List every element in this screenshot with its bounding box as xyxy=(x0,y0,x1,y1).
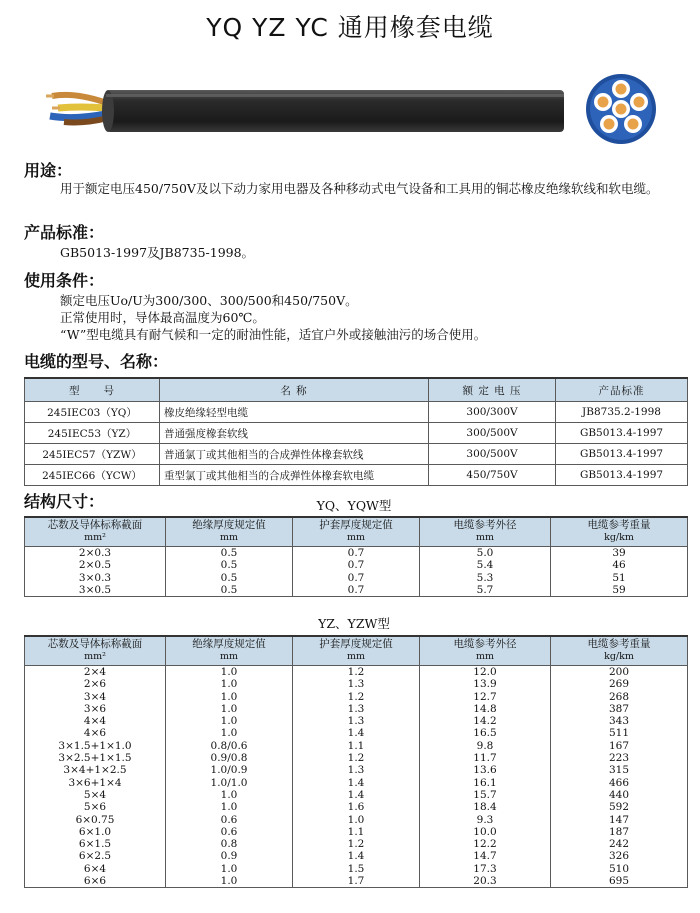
insulation-cell: 0.6 xyxy=(166,814,293,826)
core-col-header: 芯数及导体标称截面 mm² xyxy=(25,636,166,666)
weight-cell: 46 xyxy=(551,559,688,571)
sheath-cell: 1.2 xyxy=(293,752,420,764)
diameter-cell: 9.8 xyxy=(420,740,551,752)
sheath-col-header: 护套厚度规定值 mm xyxy=(293,636,420,666)
core-cell: 5×4 xyxy=(25,789,166,801)
weight-col-header: 电缆参考重量 kg/km xyxy=(551,636,688,666)
diameter-cell: 18.4 xyxy=(420,801,551,813)
core-cell: 3×4 xyxy=(25,691,166,703)
table-row xyxy=(25,764,688,776)
standard-heading: 产品标准： xyxy=(24,223,105,242)
models-heading: 电缆的型号、名称： xyxy=(24,352,169,371)
table-row xyxy=(25,863,688,875)
table-row xyxy=(25,584,688,597)
table-row xyxy=(25,814,688,826)
condition-line: 额定电压Uo/U为300/300、300/500和450/750V。 xyxy=(60,293,358,308)
insulation-cell: 0.9 xyxy=(166,850,293,862)
weight-cell: 326 xyxy=(551,850,688,862)
sheath-cell: 1.3 xyxy=(293,703,420,715)
weight-cell: 147 xyxy=(551,814,688,826)
insulation-cell: 1.0 xyxy=(166,666,293,679)
insulation-col-header: 绝缘厚度规定值 mm xyxy=(166,636,293,666)
sheath-cell: 1.4 xyxy=(293,789,420,801)
sheath-cell: 1.1 xyxy=(293,740,420,752)
core-cell: 3×6 xyxy=(25,703,166,715)
diameter-col-header: 电缆参考外径 mm xyxy=(420,517,551,547)
weight-cell: 510 xyxy=(551,863,688,875)
insulation-cell: 0.8 xyxy=(166,838,293,850)
diameter-cell: 10.0 xyxy=(420,826,551,838)
weight-cell: 315 xyxy=(551,764,688,776)
diameter-cell: 12.2 xyxy=(420,838,551,850)
insulation-cell: 1.0 xyxy=(166,863,293,875)
sheath-cell: 1.7 xyxy=(293,875,420,888)
table-row xyxy=(25,666,688,679)
table-row xyxy=(25,789,688,801)
core-cell: 6×6 xyxy=(25,875,166,888)
yq-dimension-table xyxy=(24,516,688,597)
table-row xyxy=(25,559,688,571)
diameter-cell: 14.7 xyxy=(420,850,551,862)
table-row xyxy=(25,740,688,752)
core-cell: 3×4+1×2.5 xyxy=(25,764,166,776)
core-cell: 3×2.5+1×1.5 xyxy=(25,752,166,764)
sheath-cell: 1.2 xyxy=(293,666,420,679)
insulation-cell: 1.0 xyxy=(166,801,293,813)
core-cell: 4×4 xyxy=(25,715,166,727)
weight-cell: 440 xyxy=(551,789,688,801)
standard-col-header: 产品标准 xyxy=(556,378,688,402)
core-cell: 4×6 xyxy=(25,727,166,739)
insulation-cell: 1.0 xyxy=(166,715,293,727)
diameter-cell: 14.8 xyxy=(420,703,551,715)
name-col-header: 名 称 xyxy=(160,378,429,402)
table-row xyxy=(25,703,688,715)
core-cell: 3×0.3 xyxy=(25,572,166,584)
weight-cell: 242 xyxy=(551,838,688,850)
insulation-cell: 0.5 xyxy=(166,572,293,584)
core-cell: 2×6 xyxy=(25,678,166,690)
insulation-cell: 1.0 xyxy=(166,727,293,739)
sheath-cell: 0.7 xyxy=(293,584,420,597)
sheath-cell: 1.3 xyxy=(293,715,420,727)
weight-cell: 167 xyxy=(551,740,688,752)
sheath-cell: 1.6 xyxy=(293,801,420,813)
table-row: 245IEC03（YQ） 橡皮绝缘轻型电缆 300/300V JB8735.2-1998 xyxy=(25,402,688,423)
table-row xyxy=(25,826,688,838)
usage-heading: 用途： xyxy=(24,161,73,180)
cross-section-image xyxy=(584,72,658,146)
sheath-cell: 0.7 xyxy=(293,572,420,584)
core-cell: 6×0.75 xyxy=(25,814,166,826)
weight-cell: 39 xyxy=(551,547,688,560)
insulation-cell: 1.0 xyxy=(166,789,293,801)
diameter-col-header: 电缆参考外径 mm xyxy=(420,636,551,666)
weight-cell: 592 xyxy=(551,801,688,813)
weight-cell: 51 xyxy=(551,572,688,584)
table-row xyxy=(25,838,688,850)
insulation-cell: 1.0 xyxy=(166,691,293,703)
diameter-cell: 9.3 xyxy=(420,814,551,826)
weight-cell: 695 xyxy=(551,875,688,888)
sheath-cell: 1.3 xyxy=(293,678,420,690)
yq-caption: YQ、YQW型 xyxy=(316,498,392,513)
diameter-cell: 16.5 xyxy=(420,727,551,739)
table-row xyxy=(25,691,688,703)
insulation-cell: 1.0 xyxy=(166,875,293,888)
page-title: YQ YZ YC 通用橡套电缆 xyxy=(206,13,494,42)
insulation-cell: 1.0 xyxy=(166,678,293,690)
weight-cell: 343 xyxy=(551,715,688,727)
sheath-cell: 1.4 xyxy=(293,777,420,789)
insulation-cell: 1.0 xyxy=(166,703,293,715)
core-cell: 6×1.0 xyxy=(25,826,166,838)
sheath-cell: 1.1 xyxy=(293,826,420,838)
core-cell: 3×0.5 xyxy=(25,584,166,597)
sheath-cell: 1.3 xyxy=(293,764,420,776)
core-cell: 2×0.3 xyxy=(25,547,166,560)
condition-line: “W”型电缆具有耐气候和一定的耐油性能，适宜户外或接触油污的场合使用。 xyxy=(60,327,487,342)
core-cell: 3×1.5+1×1.0 xyxy=(25,740,166,752)
sheath-cell: 1.2 xyxy=(293,838,420,850)
diameter-cell: 17.3 xyxy=(420,863,551,875)
weight-cell: 200 xyxy=(551,666,688,679)
insulation-cell: 0.5 xyxy=(166,559,293,571)
core-cell: 6×4 xyxy=(25,863,166,875)
voltage-col-header: 额 定 电 压 xyxy=(429,378,556,402)
diameter-cell: 11.7 xyxy=(420,752,551,764)
table-row xyxy=(25,715,688,727)
insulation-cell: 0.8/0.6 xyxy=(166,740,293,752)
sheath-cell: 1.4 xyxy=(293,850,420,862)
diameter-cell: 5.7 xyxy=(420,584,551,597)
weight-cell: 223 xyxy=(551,752,688,764)
weight-cell: 59 xyxy=(551,584,688,597)
insulation-col-header: 绝缘厚度规定值 mm xyxy=(166,517,293,547)
diameter-cell: 20.3 xyxy=(420,875,551,888)
core-cell: 6×2.5 xyxy=(25,850,166,862)
table-row xyxy=(25,572,688,584)
weight-cell: 511 xyxy=(551,727,688,739)
diameter-cell: 12.0 xyxy=(420,666,551,679)
diameter-cell: 14.2 xyxy=(420,715,551,727)
weight-cell: 466 xyxy=(551,777,688,789)
weight-cell: 187 xyxy=(551,826,688,838)
table-row: 245IEC66（YCW） 重型氯丁或其他相当的合成弹性体橡套软电缆 450/750V GB5013.4-1997 xyxy=(25,465,688,486)
weight-cell: 269 xyxy=(551,678,688,690)
diameter-cell: 15.7 xyxy=(420,789,551,801)
insulation-cell: 0.9/0.8 xyxy=(166,752,293,764)
table-row xyxy=(25,850,688,862)
table-row xyxy=(25,875,688,888)
table-row: 245IEC57（YZW） 普通氯丁或其他相当的合成弹性体橡套软线 300/500V GB5013.4-1997 xyxy=(25,444,688,465)
cable-image xyxy=(44,78,564,140)
condition-line: 正常使用时，导体最高温度为60℃。 xyxy=(60,310,265,325)
table-row xyxy=(25,801,688,813)
table-row xyxy=(25,752,688,764)
weight-cell: 268 xyxy=(551,691,688,703)
structure-heading: 结构尺寸： xyxy=(24,492,105,511)
diameter-cell: 5.0 xyxy=(420,547,551,560)
model-col-header: 型 号 xyxy=(25,378,160,402)
weight-cell: 387 xyxy=(551,703,688,715)
weight-col-header: 电缆参考重量 kg/km xyxy=(551,517,688,547)
conditions-heading: 使用条件： xyxy=(24,271,105,290)
table-row: 245IEC53（YZ） 普通强度橡套软线 300/500V GB5013.4-1997 xyxy=(25,423,688,444)
table-row xyxy=(25,547,688,560)
core-cell: 2×4 xyxy=(25,666,166,679)
cable-cores xyxy=(46,95,108,123)
insulation-cell: 0.5 xyxy=(166,547,293,560)
sheath-cell: 0.7 xyxy=(293,547,420,560)
diameter-cell: 16.1 xyxy=(420,777,551,789)
insulation-cell: 1.0/1.0 xyxy=(166,777,293,789)
diameter-cell: 5.4 xyxy=(420,559,551,571)
table-row xyxy=(25,727,688,739)
table-row xyxy=(25,678,688,690)
sheath-cell: 1.4 xyxy=(293,727,420,739)
sheath-cell: 1.5 xyxy=(293,863,420,875)
standard-text: GB5013-1997及JB8735-1998。 xyxy=(60,245,255,260)
yz-dimension-table xyxy=(24,635,688,888)
model-table xyxy=(24,377,688,486)
insulation-cell: 0.6 xyxy=(166,826,293,838)
core-cell: 6×1.5 xyxy=(25,838,166,850)
diameter-cell: 12.7 xyxy=(420,691,551,703)
diameter-cell: 13.9 xyxy=(420,678,551,690)
sheath-cell: 0.7 xyxy=(293,559,420,571)
insulation-cell: 0.5 xyxy=(166,584,293,597)
usage-text: 用于额定电压450/750V及以下动力家用电器及各种移动式电气设备和工具用的铜芯橡皮绝缘软线和软电缆。 xyxy=(60,181,659,196)
sheath-cell: 1.2 xyxy=(293,691,420,703)
core-cell: 2×0.5 xyxy=(25,559,166,571)
diameter-cell: 13.6 xyxy=(420,764,551,776)
core-cell: 5×6 xyxy=(25,801,166,813)
core-cell: 3×6+1×4 xyxy=(25,777,166,789)
sheath-col-header: 护套厚度规定值 mm xyxy=(293,517,420,547)
yz-caption: YZ、YZW型 xyxy=(318,616,390,631)
table-row xyxy=(25,777,688,789)
insulation-cell: 1.0/0.9 xyxy=(166,764,293,776)
sheath-cell: 1.0 xyxy=(293,814,420,826)
diameter-cell: 5.3 xyxy=(420,572,551,584)
core-col-header: 芯数及导体标称截面 mm² xyxy=(25,517,166,547)
